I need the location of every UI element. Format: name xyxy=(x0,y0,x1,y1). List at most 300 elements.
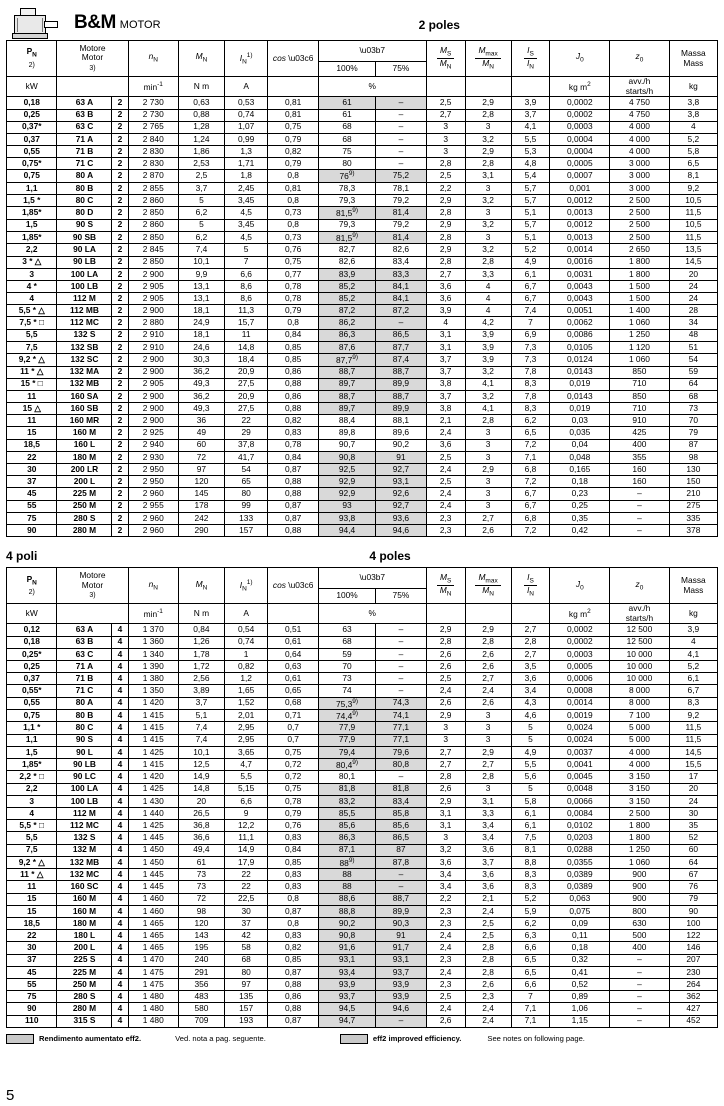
cell: 3,2 xyxy=(465,133,511,145)
cell: 0,0005 xyxy=(550,661,610,673)
cell: 85,2 xyxy=(318,293,375,305)
cell: 83,2 xyxy=(318,795,375,807)
cell: 0,73 xyxy=(268,231,318,243)
cell: 2 730 xyxy=(128,97,178,109)
cell: 1,26 xyxy=(179,636,225,648)
cell: 1 800 xyxy=(610,832,670,844)
cell: 87,2 xyxy=(376,305,426,317)
cell: 4 xyxy=(112,918,128,930)
unit-a: A xyxy=(224,77,268,97)
cell: 2,5 xyxy=(465,918,511,930)
cell: 910 xyxy=(610,415,670,427)
cell: 7,2 xyxy=(511,476,550,488)
cell: 4 xyxy=(112,869,128,881)
cell: 3,89 xyxy=(179,685,225,697)
cell: 6,7 xyxy=(669,685,717,697)
cell: 11 xyxy=(7,881,57,893)
cell: 30,3 xyxy=(179,354,225,366)
cell: 20 xyxy=(669,783,717,795)
cell: 82,6 xyxy=(376,244,426,256)
cell: 29 xyxy=(224,427,268,439)
cell: 6,6 xyxy=(511,942,550,954)
cell: 2 730 xyxy=(128,109,178,121)
cell: 2 xyxy=(112,207,128,219)
cell: 5 000 xyxy=(610,722,670,734)
cell: 3,8 xyxy=(426,378,465,390)
cell: 88$^{9)}$ xyxy=(318,856,375,868)
cell: 132 S xyxy=(57,832,112,844)
table-row xyxy=(7,439,718,451)
cell: 0,0389 xyxy=(550,881,610,893)
cell: 160 xyxy=(610,464,670,476)
table-row xyxy=(7,476,718,488)
table-row xyxy=(7,795,718,807)
cell: 89,7 xyxy=(318,378,375,390)
unit-nm-4p: N m xyxy=(179,604,225,624)
cell: 112 M xyxy=(57,293,112,305)
cell: 5,5 xyxy=(511,759,550,771)
cell: 2,8 xyxy=(465,771,511,783)
col-z0-4p: $z_0$ xyxy=(610,568,670,604)
cell: 315 S xyxy=(57,1015,112,1027)
cell: 11 xyxy=(7,415,57,427)
cell: 2,8 xyxy=(465,636,511,648)
cell: 48 xyxy=(669,329,717,341)
cell: 30 xyxy=(669,808,717,820)
table-row xyxy=(7,844,718,856)
cell: 2 910 xyxy=(128,341,178,353)
cell: 79,3 xyxy=(318,219,375,231)
cell: 1 360 xyxy=(128,636,178,648)
cell: 0,0389 xyxy=(550,869,610,881)
cell: 63 A xyxy=(57,624,112,636)
cell: 3,2 xyxy=(465,195,511,207)
cell: 2,8 xyxy=(426,256,465,268)
cell: 55 xyxy=(7,500,57,512)
cell: 1 400 xyxy=(610,305,670,317)
cell: – xyxy=(376,97,426,109)
cell: 2,6 xyxy=(426,697,465,709)
cell: 850 xyxy=(610,366,670,378)
table-row xyxy=(7,734,718,746)
cell: 0,23 xyxy=(550,488,610,500)
cell: 72 xyxy=(179,451,225,463)
cell: 91 xyxy=(376,451,426,463)
table-row xyxy=(7,930,718,942)
cell: 0,0037 xyxy=(550,746,610,758)
cell: 0,51 xyxy=(268,624,318,636)
cell: 180 L xyxy=(57,930,112,942)
cell: 5,1 xyxy=(511,231,550,243)
cell: 0,075 xyxy=(550,905,610,917)
cell: – xyxy=(376,771,426,783)
table-row xyxy=(7,121,718,133)
cell: 3,7 xyxy=(426,390,465,402)
cell: 14,8 xyxy=(224,341,268,353)
cell: 4 xyxy=(112,930,128,942)
cell: 9,2 * △ xyxy=(7,354,57,366)
cell: 2 650 xyxy=(610,244,670,256)
col-in: $I_N^{1)}$ xyxy=(224,41,268,77)
cell: 4,5 xyxy=(224,231,268,243)
cell: 1,5 xyxy=(7,746,57,758)
cell: 5,3 xyxy=(511,146,550,158)
unit-blank-motor-4p xyxy=(57,604,128,624)
cell: 4,1 xyxy=(465,378,511,390)
cell: 7,4 xyxy=(179,244,225,256)
cell: 0,85 xyxy=(268,856,318,868)
table-row xyxy=(7,244,718,256)
cell: 80 xyxy=(224,488,268,500)
cell: 34 xyxy=(669,317,717,329)
cell: 0,0043 xyxy=(550,280,610,292)
cell: 5,7 xyxy=(511,182,550,194)
cell: 70 xyxy=(318,661,375,673)
cell: 0,0048 xyxy=(550,783,610,795)
cell: 93,6 xyxy=(376,512,426,524)
cell: 3 xyxy=(426,722,465,734)
cell: 425 xyxy=(610,427,670,439)
cell: 12,5 xyxy=(179,759,225,771)
table-row xyxy=(7,808,718,820)
cell: 112 MC xyxy=(57,317,112,329)
cell: 0,8 xyxy=(268,170,318,182)
cell: 2,4 xyxy=(465,1003,511,1015)
cell: 10 000 xyxy=(610,661,670,673)
table-row xyxy=(7,512,718,524)
cell: 63 C xyxy=(57,648,112,660)
cell: 2 930 xyxy=(128,451,178,463)
cell: 0,85 xyxy=(268,341,318,353)
cell: 145 xyxy=(179,488,225,500)
cell: 75 xyxy=(7,991,57,1003)
cell: 0,81 xyxy=(268,97,318,109)
cell: 2 xyxy=(112,158,128,170)
cell: 12 500 xyxy=(610,624,670,636)
cell: 3 xyxy=(465,488,511,500)
cell: 86,2 xyxy=(318,317,375,329)
col-massa-4p: Massa Mass xyxy=(669,568,717,604)
cell: 0,0013 xyxy=(550,231,610,243)
cell: 3,4 xyxy=(511,685,550,697)
cell: 7,4 xyxy=(179,722,225,734)
cell: 24 xyxy=(669,293,717,305)
cell: 5 xyxy=(224,244,268,256)
cell: 0,63 xyxy=(268,661,318,673)
cell: 0,79 xyxy=(268,808,318,820)
cell: 0,87 xyxy=(268,966,318,978)
cell: 3,9 xyxy=(465,354,511,366)
cell: 36,2 xyxy=(179,390,225,402)
cell: 0,79 xyxy=(268,133,318,145)
table-row xyxy=(7,378,718,390)
cell: 132 MA xyxy=(57,366,112,378)
cell: 85,6 xyxy=(318,820,375,832)
cell: 4 xyxy=(112,820,128,832)
cell: 0,81 xyxy=(268,182,318,194)
section-title-4poles: 4 poles xyxy=(369,549,411,564)
cell: 0,55 xyxy=(7,146,57,158)
cell: 18,5 xyxy=(7,439,57,451)
col-in-4p: $I_N^{1)}$ xyxy=(224,568,268,604)
cell: 280 S xyxy=(57,991,112,1003)
cell: 4,5 xyxy=(224,207,268,219)
cell: 2 845 xyxy=(128,244,178,256)
cell: 10,1 xyxy=(179,746,225,758)
cell: 1,85* xyxy=(7,207,57,219)
cell: 3 xyxy=(465,476,511,488)
cell: 3,8 xyxy=(426,403,465,415)
unit-blank-mmax-4p xyxy=(465,604,511,624)
cell: 250 M xyxy=(57,500,112,512)
cell: 0,68 xyxy=(268,697,318,709)
cell: 1 370 xyxy=(128,624,178,636)
cell: 3,6 xyxy=(426,280,465,292)
cell: 483 xyxy=(179,991,225,1003)
cell: 2,6 xyxy=(426,783,465,795)
col-j0: $J_0$ xyxy=(550,41,610,77)
cell: 93,4 xyxy=(318,966,375,978)
cell: 87,4 xyxy=(376,354,426,366)
cell: 18,1 xyxy=(179,305,225,317)
cell: 83,4 xyxy=(376,795,426,807)
cell: 2 850 xyxy=(128,231,178,243)
cell: – xyxy=(376,661,426,673)
cell: 0,25 xyxy=(7,109,57,121)
table-row xyxy=(7,195,718,207)
cell: 2,8 xyxy=(465,966,511,978)
cell: 4 xyxy=(112,905,128,917)
cell: 240 xyxy=(179,954,225,966)
cell: 30 xyxy=(7,942,57,954)
cell: 0,0066 xyxy=(550,795,610,807)
col-mn: $M_N$ xyxy=(179,41,225,77)
cell: 93,7 xyxy=(318,991,375,1003)
cell: 92,7 xyxy=(376,500,426,512)
cell: 1,86 xyxy=(179,146,225,158)
cell: – xyxy=(376,624,426,636)
cell: 71 C xyxy=(57,158,112,170)
cell: 2 xyxy=(112,378,128,390)
cell: 0,0062 xyxy=(550,317,610,329)
cell: 1 800 xyxy=(610,820,670,832)
cell: 0,18 xyxy=(7,636,57,648)
col-z0: $z_0$ xyxy=(610,41,670,77)
cell: 0,78 xyxy=(268,293,318,305)
cell: 90,2 xyxy=(376,439,426,451)
cell: 3 xyxy=(465,121,511,133)
cell: 0,0105 xyxy=(550,341,610,353)
cell: 2,5 xyxy=(426,170,465,182)
cell: 1 465 xyxy=(128,918,178,930)
cell: 15 △ xyxy=(7,403,57,415)
unit-blank-motor xyxy=(57,77,128,97)
cell: 98 xyxy=(669,451,717,463)
cell: 20,9 xyxy=(224,366,268,378)
cell: 90 L xyxy=(57,746,112,758)
cell: 1,07 xyxy=(224,121,268,133)
cell: 3 150 xyxy=(610,783,670,795)
cell: 5,6 xyxy=(511,771,550,783)
cell: 81,5$^{9)}$ xyxy=(318,231,375,243)
cell: 4 xyxy=(465,305,511,317)
cell: 3,3 xyxy=(465,268,511,280)
cell: 93,7 xyxy=(376,966,426,978)
cell: 3 xyxy=(465,207,511,219)
cell: 3 xyxy=(7,795,57,807)
cell: 61 xyxy=(318,97,375,109)
cell: 65 xyxy=(224,476,268,488)
cell: 89,9 xyxy=(376,378,426,390)
cell: 2,9 xyxy=(426,195,465,207)
table-row xyxy=(7,354,718,366)
cell: 3,6 xyxy=(465,844,511,856)
cell: 264 xyxy=(669,978,717,990)
cell: – xyxy=(376,133,426,145)
cell: 2 xyxy=(112,219,128,231)
table-row xyxy=(7,881,718,893)
cell: 2 905 xyxy=(128,280,178,292)
table-row xyxy=(7,746,718,758)
cell: 0,0002 xyxy=(550,636,610,648)
cell: 49,3 xyxy=(179,403,225,415)
unit-blank-ms xyxy=(426,77,465,97)
cell: 88,1 xyxy=(376,415,426,427)
cell: 2 900 xyxy=(128,390,178,402)
cell: 580 xyxy=(179,1003,225,1015)
cell: 97 xyxy=(224,978,268,990)
cell: 15 xyxy=(7,427,57,439)
cell: 80,4$^{9)}$ xyxy=(318,759,375,771)
cell: 0,09 xyxy=(550,918,610,930)
cell: 1,5 * xyxy=(7,195,57,207)
cell: 7,5 xyxy=(7,341,57,353)
cell: 2 xyxy=(112,390,128,402)
cell: 3 xyxy=(465,451,511,463)
cell: 58 xyxy=(224,942,268,954)
cell: 24,9 xyxy=(179,317,225,329)
cell: 0,8 xyxy=(268,219,318,231)
cell: 7,1 xyxy=(511,1015,550,1027)
cell: 5,15 xyxy=(224,783,268,795)
table-row xyxy=(7,636,718,648)
cell: 0,37 xyxy=(7,673,57,685)
cell: 3,1 xyxy=(426,329,465,341)
cell: 12 500 xyxy=(610,636,670,648)
cell: 98 xyxy=(179,905,225,917)
cell: 2,6 xyxy=(426,1015,465,1027)
cell: 0,0002 xyxy=(550,624,610,636)
cell: 4 xyxy=(112,991,128,1003)
cell: 8,3 xyxy=(511,378,550,390)
cell: 2 xyxy=(112,109,128,121)
cell: 24 xyxy=(669,795,717,807)
cell: 2 500 xyxy=(610,808,670,820)
cell: 90,3 xyxy=(376,918,426,930)
cell: 120 xyxy=(179,476,225,488)
cell: 1 480 xyxy=(128,1003,178,1015)
cell: 4 xyxy=(112,1003,128,1015)
cell: 2 xyxy=(112,244,128,256)
cell: 1,78 xyxy=(179,648,225,660)
cell: – xyxy=(376,1015,426,1027)
cell: 0,84 xyxy=(179,624,225,636)
cell: 112 MC xyxy=(57,820,112,832)
cell: 75,3$^{9)}$ xyxy=(318,697,375,709)
cell: 0,89 xyxy=(550,991,610,1003)
table-row xyxy=(7,954,718,966)
cell: 0,25 xyxy=(7,661,57,673)
cell: 132 MB xyxy=(57,856,112,868)
cell: 11 * △ xyxy=(7,366,57,378)
cell: 11,5 xyxy=(669,722,717,734)
unit-kw-4p: kW xyxy=(7,604,57,624)
cell: 92,5 xyxy=(318,464,375,476)
cell: 77,9 xyxy=(318,734,375,746)
col-j0-4p: $J_0$ xyxy=(550,568,610,604)
cell: 160 MR xyxy=(57,415,112,427)
cell: 88,6 xyxy=(318,893,375,905)
cell: 2 xyxy=(112,97,128,109)
cell: 1 425 xyxy=(128,746,178,758)
cell: 0,83 xyxy=(268,869,318,881)
cell: 0,78 xyxy=(268,439,318,451)
cell: 6,6 xyxy=(511,978,550,990)
cell: 1 800 xyxy=(610,268,670,280)
cell: 2,95 xyxy=(224,734,268,746)
cell: 90 S xyxy=(57,219,112,231)
cell: 1 380 xyxy=(128,673,178,685)
legend-it-note: Ved. nota a pag. seguente. xyxy=(175,1034,266,1044)
cell: 0,0019 xyxy=(550,710,610,722)
cell: 20 xyxy=(669,268,717,280)
cell: 5,1 xyxy=(179,710,225,722)
cell: 7,8 xyxy=(511,366,550,378)
cell: 1,2 xyxy=(224,673,268,685)
cell: 0,61 xyxy=(268,673,318,685)
cell: 79,2 xyxy=(376,195,426,207)
cell: 0,0012 xyxy=(550,195,610,207)
legend-swatch-icon xyxy=(6,1034,34,1044)
brand-logo xyxy=(74,12,161,34)
cell: 2,9 xyxy=(465,746,511,758)
cell: 242 xyxy=(179,512,225,524)
cell: 2 xyxy=(112,170,128,182)
cell: 0,83 xyxy=(268,930,318,942)
cell: 87,7$^{9)}$ xyxy=(318,354,375,366)
motor-table-2poles xyxy=(6,40,718,537)
cell: 4 xyxy=(112,856,128,868)
cell: 1 425 xyxy=(128,820,178,832)
cell: 2,2 xyxy=(426,182,465,194)
cell: 3,1 xyxy=(465,795,511,807)
cell: 0,42 xyxy=(550,524,610,536)
cell: 2 xyxy=(112,329,128,341)
cell: 85,8 xyxy=(376,808,426,820)
cell: 1 475 xyxy=(128,966,178,978)
cell: 2,6 xyxy=(465,524,511,536)
cell: 2,45 xyxy=(224,182,268,194)
cell: 195 xyxy=(179,942,225,954)
cell: 22 xyxy=(7,930,57,942)
cell: 0,83 xyxy=(268,881,318,893)
cell: 1,24 xyxy=(179,133,225,145)
cell: 2 xyxy=(112,439,128,451)
cell: 0,0005 xyxy=(550,158,610,170)
unit-avv-4p: avv./h starts/h xyxy=(610,604,670,624)
cell: 2,8 xyxy=(465,942,511,954)
col-cosphi-4p: cos \u03c6 xyxy=(268,568,318,604)
